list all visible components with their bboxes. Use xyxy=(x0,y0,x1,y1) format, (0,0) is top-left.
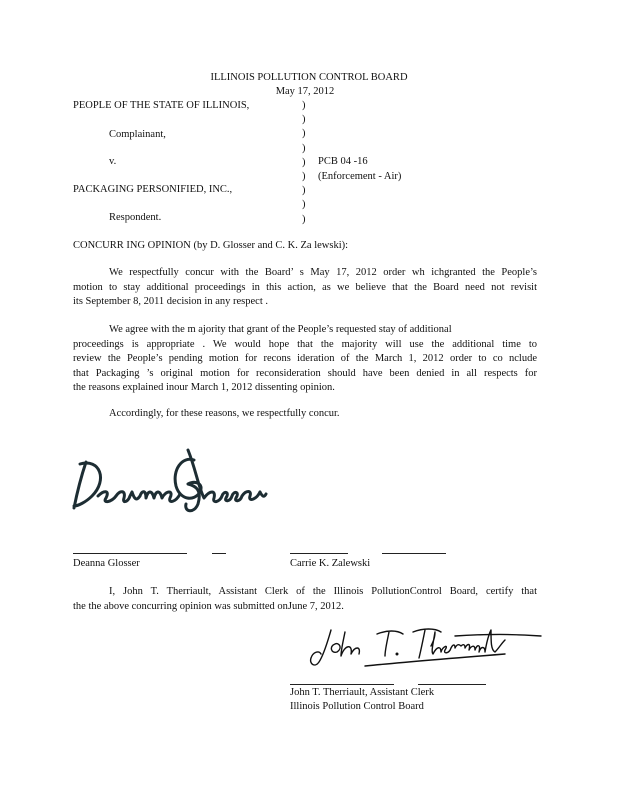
zalewski-signature-line-ext xyxy=(382,553,446,554)
clerk-signature-line-ext xyxy=(418,684,486,685)
glosser-signature-line xyxy=(73,553,187,554)
complainant-name: PEOPLE OF THE STATE OF ILLINOIS, xyxy=(73,100,250,111)
paragraph-line: the reasons explained inour March 1, 2012 dissenting opinion. xyxy=(73,382,335,393)
clerk-signature-line xyxy=(290,684,394,685)
respondent-role: Respondent. xyxy=(109,212,162,223)
paragraph-line: its September 8, 2011 decision in any respect . xyxy=(73,296,268,307)
paragraph-line: that Packaging ’s original motion for reconsideration should have been denied in all respects for xyxy=(73,367,537,379)
clerk-board: Illinois Pollution Control Board xyxy=(290,701,424,712)
paragraph-line: We respectfully concur with the Board’ s May 17, 2012 order wh ichgranted the People’s xyxy=(109,267,537,278)
zalewski-name: Carrie K. Zalewski xyxy=(290,558,371,569)
glosser-name: Deanna Glosser xyxy=(73,558,140,569)
opinion-title: CONCURR ING OPINION (by D. Glosser and C. K. Za lewski): xyxy=(73,240,349,251)
certification-line: I, John T. Therriault, Assistant Clerk of the Illinois PollutionControl Board, certify that xyxy=(109,586,537,597)
respondent-name: PACKAGING PERSONIFIED, INC., xyxy=(73,184,233,195)
certification-line: the the above concurring opinion was submitted onJune 7, 2012. xyxy=(73,600,344,612)
clerk-name-title: John T. Therriault, Assistant Clerk xyxy=(290,687,435,698)
signature-line-segment xyxy=(212,553,226,554)
paragraph-line: motion to stay additional proceedings in this action, as we believe that the Board need not revisit xyxy=(73,281,537,293)
glosser-signature xyxy=(70,440,270,520)
paragraph-line: We agree with the m ajority that grant of the People’s requested stay of additional xyxy=(109,324,452,335)
paragraph-1 xyxy=(73,266,537,310)
complainant-role: Complainant, xyxy=(109,129,166,140)
board-title: ILLINOIS POLLUTION CONTROL BOARD xyxy=(210,72,408,83)
clerk-signature xyxy=(305,622,545,672)
versus-label: v. xyxy=(109,156,117,167)
paragraph-line: proceedings is appropriate . We would hope that the majority will use the additional time to xyxy=(73,338,537,350)
zalewski-signature-line xyxy=(290,553,348,554)
case-type: (Enforcement - Air) xyxy=(318,171,402,182)
paragraph-line: review the People’s pending motion for recons ideration of the March 1, 2012 order to co nclude xyxy=(73,353,537,364)
certification xyxy=(73,585,537,614)
paragraph-3: Accordingly, for these reasons, we respectfully concur. xyxy=(109,408,340,419)
opinion-date: May 17, 2012 xyxy=(275,86,335,97)
paragraph-2 xyxy=(73,323,537,396)
case-number: PCB 04 -16 xyxy=(318,156,368,167)
caption-paren-column: ) ) ) ) ) ) ) ) ) xyxy=(302,100,306,225)
